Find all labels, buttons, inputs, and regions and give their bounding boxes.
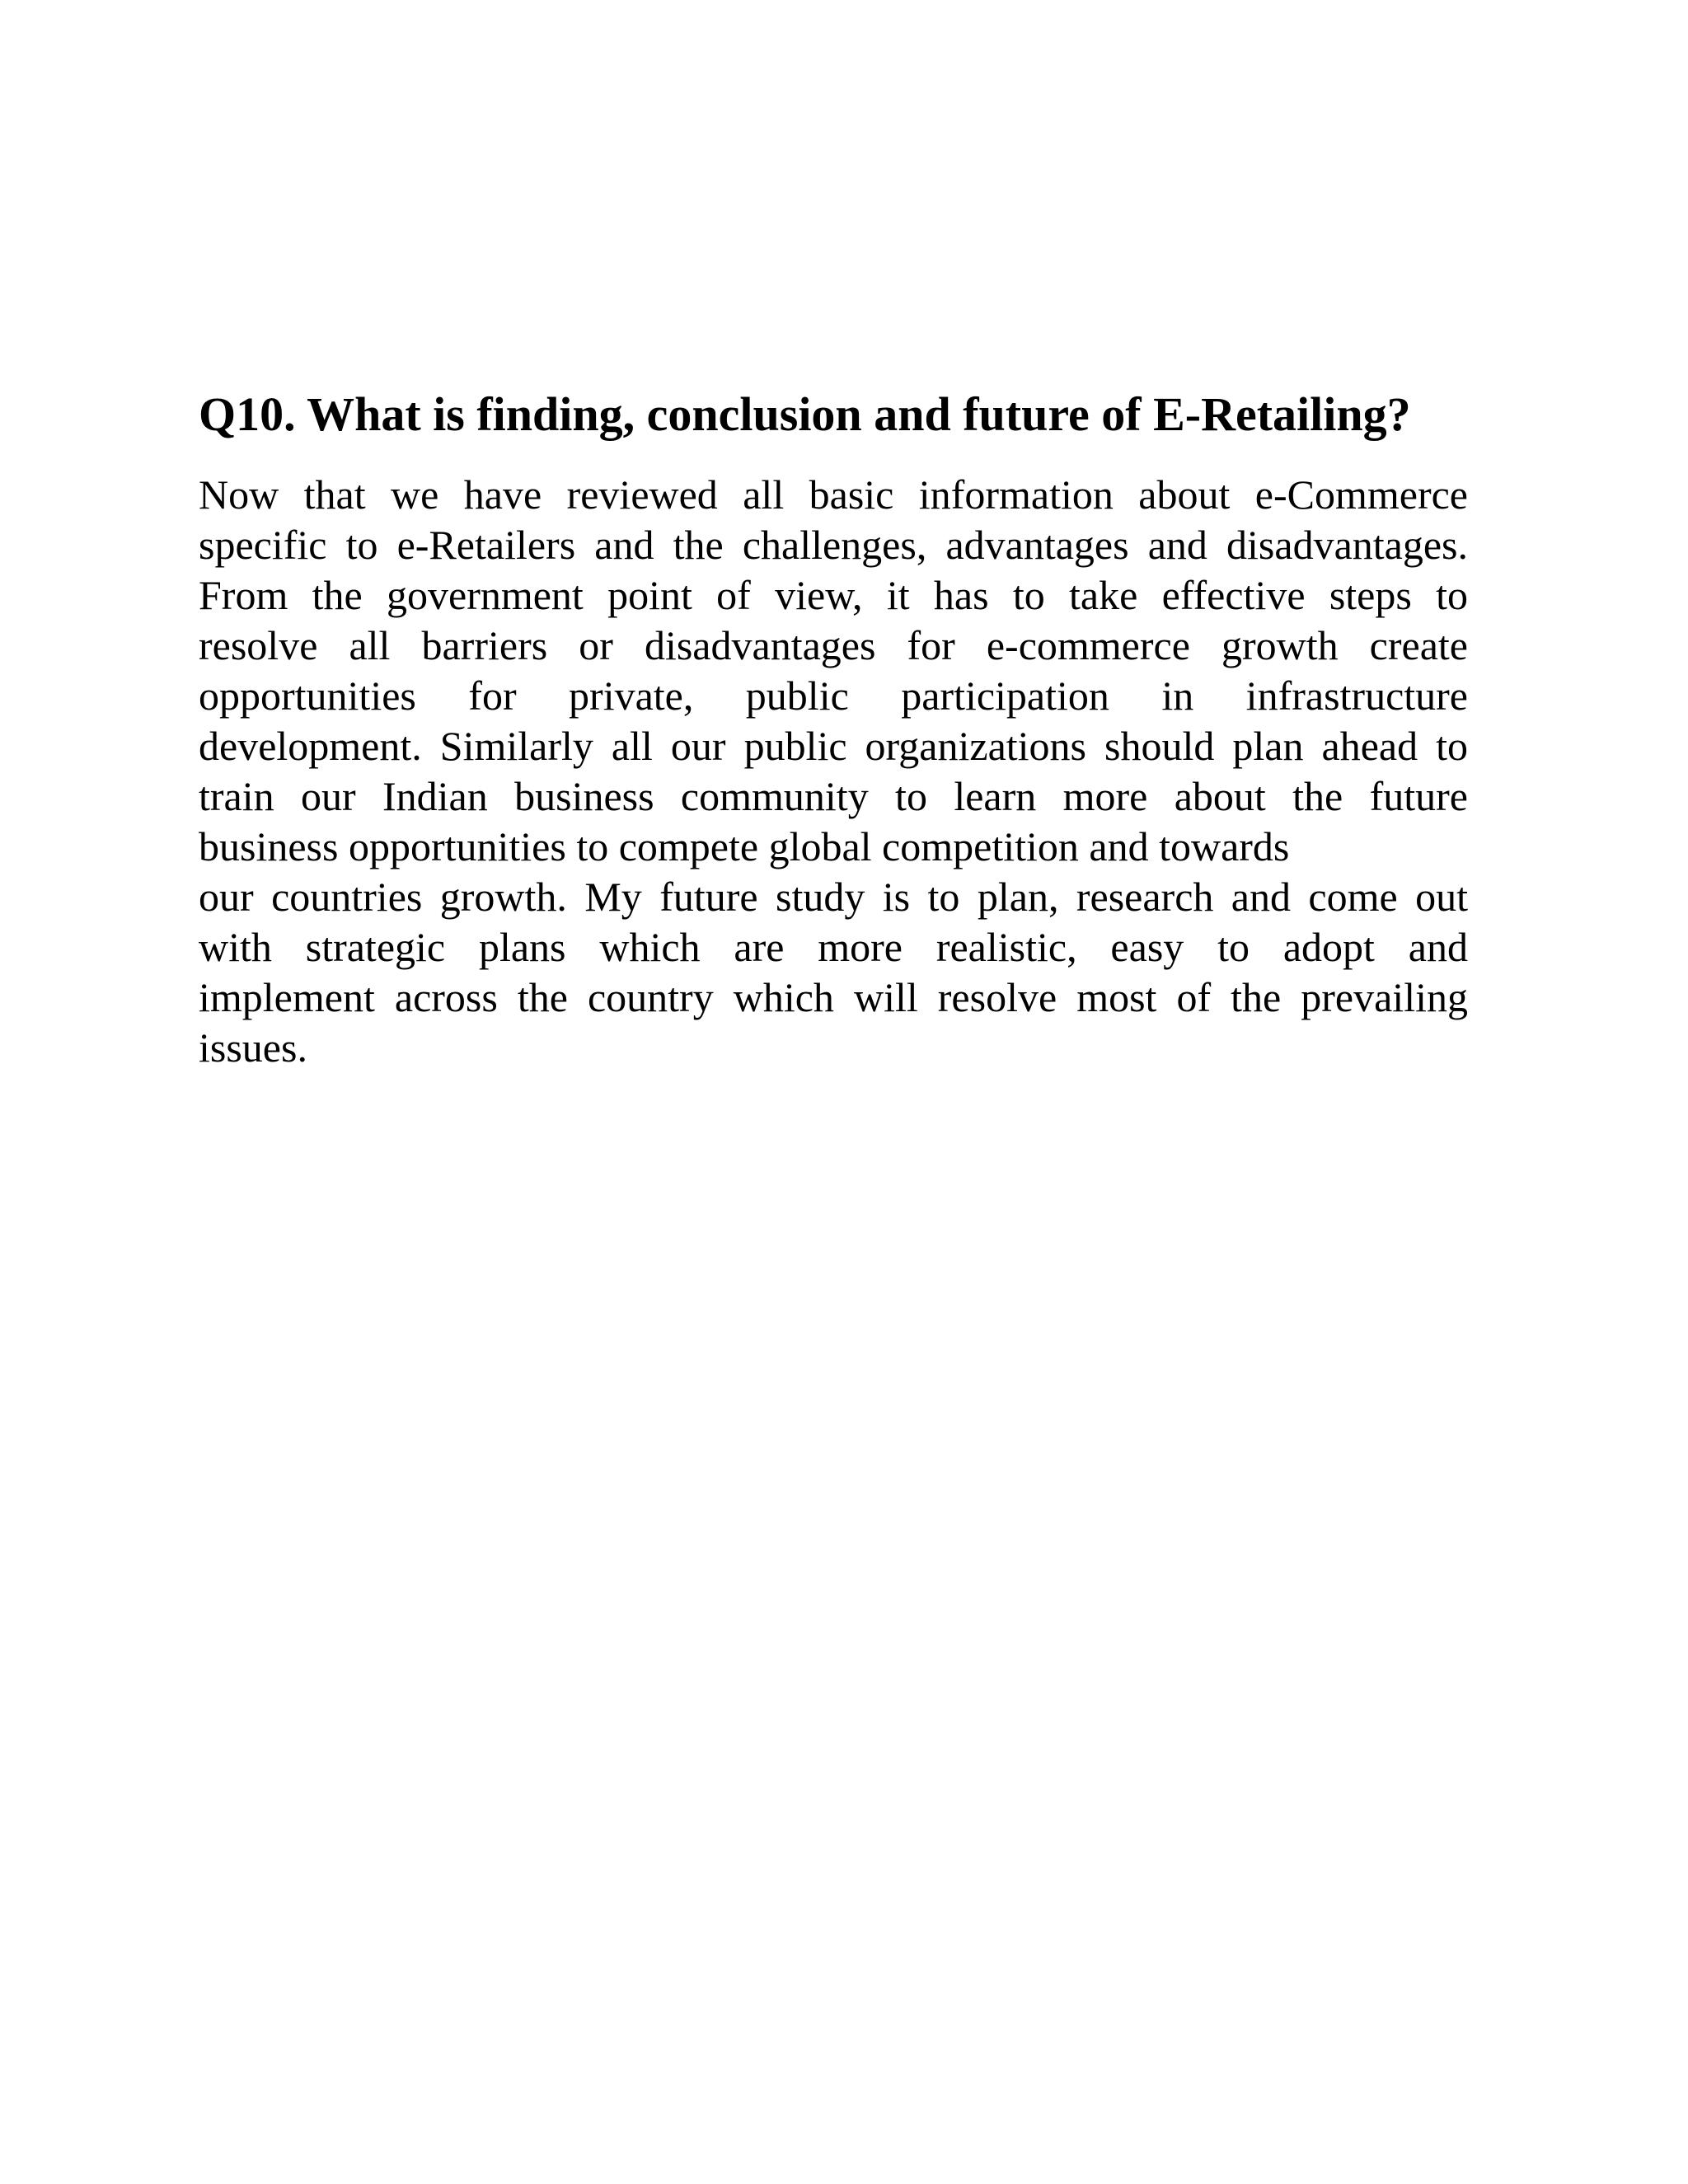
paragraph-line: specific to e-Retailers and the challenges, advantages and disadvantages.: [199, 522, 1468, 568]
answer-paragraph: [199, 470, 1468, 1073]
paragraph-line: Now that we have reviewed all basic information about e-Commerce: [199, 471, 1468, 518]
paragraph-line: our countries growth. My future study is to plan, research and come out: [199, 874, 1468, 920]
paragraph-line: development. Similarly all our public organizations should plan ahead to: [199, 723, 1468, 769]
paragraph-line: From the government point of view, it has to take effective steps to: [199, 572, 1468, 618]
document-content: [199, 386, 1468, 1073]
paragraph-line: train our Indian business community to learn more about the future: [199, 773, 1468, 819]
paragraph-line: business opportunities to compete global competition and towards: [199, 823, 1290, 869]
question-heading: Q10. What is finding, conclusion and future of E-Retailing?: [199, 387, 1411, 441]
paragraph-line: with strategic plans which are more realistic, easy to adopt and: [199, 924, 1468, 970]
paragraph-line: implement across the country which will resolve most of the prevailing: [199, 974, 1468, 1020]
paragraph-line: resolve all barriers or disadvantages for e-commerce growth create: [199, 622, 1468, 668]
paragraph-line: opportunities for private, public participation in infrastructure: [199, 673, 1468, 719]
paragraph-line: issues.: [199, 1024, 307, 1071]
